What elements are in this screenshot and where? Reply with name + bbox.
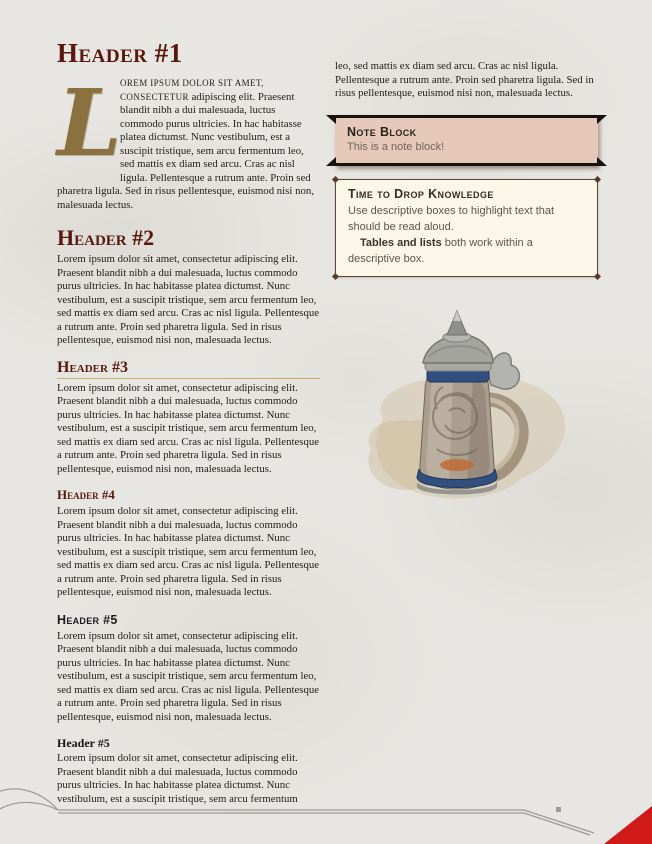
- left-column: [57, 38, 320, 806]
- page-corner-red-triangle: [604, 806, 652, 844]
- descriptive-box-text: Use descriptive boxes to highlight text that should be read aloud.: [348, 204, 555, 233]
- lead-smallcaps-text: OREM IPSUM DOLOR SIT AMET, CONSECTETUR: [120, 78, 264, 102]
- header-5-smallcaps: Header #5: [57, 612, 118, 627]
- header-2: Header #2: [57, 225, 155, 250]
- corner-dot-ornament: [594, 175, 601, 182]
- descriptive-box-bold-lead: Tables and lists: [360, 236, 442, 249]
- stein-image: [353, 299, 579, 507]
- paragraph-truncated: Lorem ipsum dolor sit amet, consectetur adipiscing elit. Praesent blandit nibh a dui malesuada, luctus commodo purus ultricies. In hac habitasse platea dictumst. Nunc vestibulum, est a suscipit tristique, sem arcu fermentum: [57, 752, 298, 805]
- note-corner-ornament: [326, 115, 336, 124]
- right-column: [335, 60, 598, 507]
- descriptive-box-text-2: [348, 235, 585, 267]
- corner-dot-ornament: [594, 272, 601, 279]
- stein-illustration: [353, 299, 579, 507]
- note-block-body: This is a note block!: [347, 140, 445, 153]
- descriptive-box: [335, 179, 598, 277]
- paragraph: Lorem ipsum dolor sit amet, consectetur adipiscing elit. Praesent blandit nibh a dui malesuada, luctus commodo purus ultricies. In hac habitasse platea dictumst. Nunc vestibulum, est a suscipit tristique, sem arcu fermentum leo, sed mattis ex diam sed arcu. Cras ac nisl ligula. Pellentesque a rutrum ante. Proin sed pharetra ligula. Sed in risus pellentesque, euismod nisi non, malesuada lectus.: [57, 505, 320, 598]
- corner-dot-ornament: [332, 272, 339, 279]
- note-corner-ornament: [597, 115, 607, 124]
- note-block: [335, 115, 598, 166]
- header-1: Header #1: [57, 38, 183, 68]
- paragraph: Lorem ipsum dolor sit amet, consectetur adipiscing elit. Praesent blandit nibh a dui malesuada, luctus commodo purus ultricies. In hac habitasse platea dictumst. Nunc vestibulum, est a suscipit tristique, sem arcu fermentum leo, sed mattis ex diam sed arcu. Cras ac nisl ligula. Pellentesque a rutrum ante. Proin sed pharetra ligula. Sed in risus pellentesque, euismod nisi non, malesuada lectus.: [57, 629, 320, 723]
- header-4: Header #4: [57, 487, 115, 502]
- note-block-title: Note Block: [347, 124, 417, 139]
- lead-rest-text: adipiscing elit. Praesent blandit nibh a dui malesuada, luctus commodo purus ultricies. In hac habitasse platea dictumst. Nunc vestibulum, est a suscipit tristique, sem arcu fermentum leo, sed mattis ex diam sed arcu. Cras ac nisl ligula. Pellentesque a rutrum ante. Proin sed pharetra ligula. Sed in risus pellentesque, euismod nisi non, malesuada lectus.: [57, 90, 314, 211]
- header-3: Header #3: [57, 359, 320, 379]
- descriptive-box-title: Time to Drop Knowledge: [348, 186, 494, 201]
- descriptive-box-text-rest: both work within a descriptive box.: [348, 236, 533, 265]
- paragraph: Lorem ipsum dolor sit amet, consectetur adipiscing elit. Praesent blandit nibh a dui malesuada, luctus commodo purus ultricies. In hac habitasse platea dictumst. Nunc vestibulum, est a suscipit tristique, sem arcu fermentum leo, sed mattis ex diam sed arcu. Cras ac nisl ligula. Pellentesque a rutrum ante. Proin sed pharetra ligula. Sed in risus pellentesque, euismod nisi non, malesuada lectus.: [57, 253, 320, 346]
- note-corner-ornament: [597, 157, 607, 166]
- stein-orange-accent: [440, 459, 474, 471]
- note-corner-ornament: [326, 157, 336, 166]
- drop-cap-letter: L: [57, 69, 122, 177]
- paragraph-dropcap: [57, 69, 320, 212]
- header-5-bold: Header #5: [57, 736, 110, 750]
- paragraph: Lorem ipsum dolor sit amet, consectetur adipiscing elit. Praesent blandit nibh a dui malesuada, luctus commodo purus ultricies. In hac habitasse platea dictumst. Nunc vestibulum, est a suscipit tristique, sem arcu fermentum leo, sed mattis ex diam sed arcu. Cras ac nisl ligula. Pellentesque a rutrum ante. Proin sed pharetra ligula. Sed in risus pellentesque, euismod nisi non, malesuada lectus.: [57, 381, 320, 475]
- corner-dot-ornament: [332, 175, 339, 182]
- paragraph-continuation: leo, sed mattis ex diam sed arcu. Cras ac nisl ligula. Pellentesque a rutrum ante. Proin sed pharetra ligula. Sed in risus pellentesque, euismod nisi non, malesuada lectus.: [335, 60, 594, 99]
- stein-finial-tip: [453, 311, 461, 321]
